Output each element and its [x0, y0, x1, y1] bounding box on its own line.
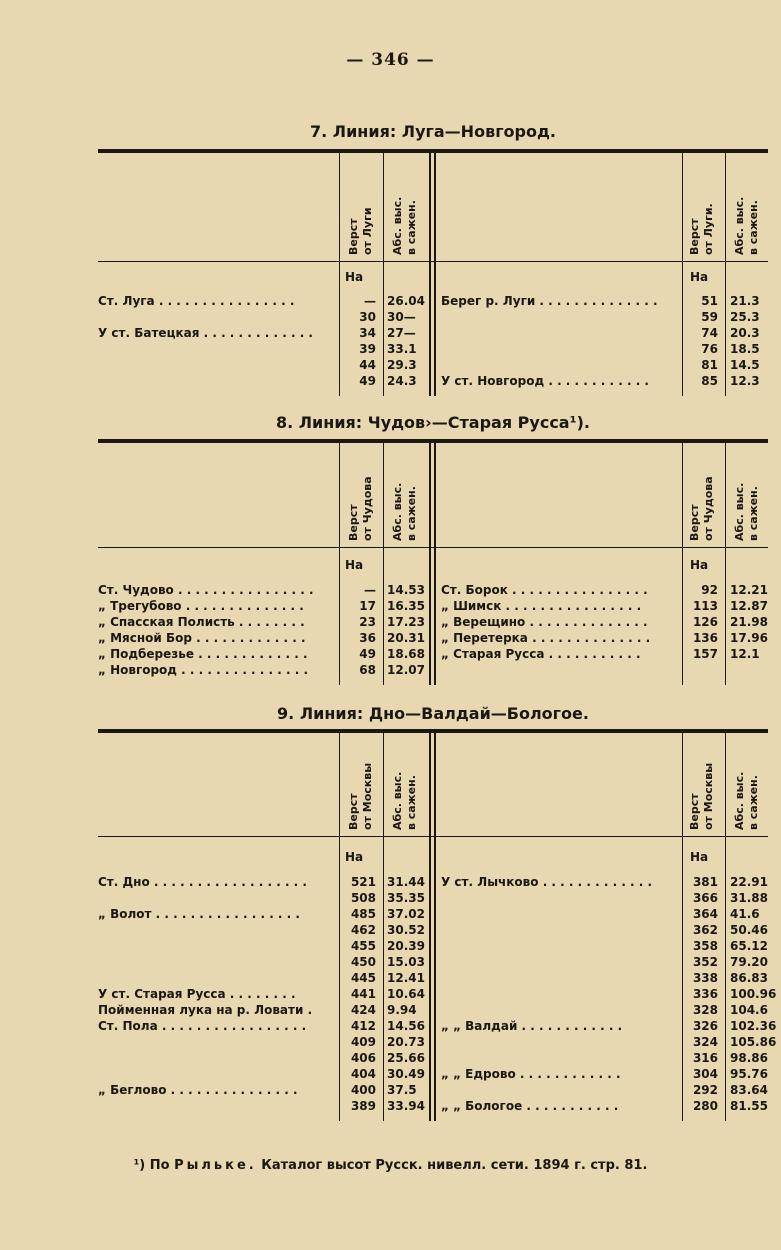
header-altitude-left: Абс. выс.	[391, 196, 404, 255]
altitude-value: 12.1	[730, 647, 760, 661]
verst-value: 424	[350, 1003, 376, 1017]
header-altitude-right: в сажен.	[747, 775, 760, 830]
station-name: Пойменная лука на р. Ловати .	[98, 1003, 313, 1017]
altitude-value: 100.96	[730, 987, 777, 1001]
verst-value: 326	[692, 1019, 718, 1033]
header-verst-right: от Луги.	[702, 203, 715, 255]
station-name: „ Беглово . . . . . . . . . . . . . . .	[98, 1083, 298, 1097]
altitude-value: 33.94	[387, 1099, 425, 1113]
verst-value: 336	[692, 987, 718, 1001]
section-title: 8. Линия: Чудов›—Старая Русса¹).	[275, 413, 590, 432]
altitude-value: 14.5	[730, 358, 760, 372]
verst-value: 328	[692, 1003, 718, 1017]
verst-value: 76	[701, 342, 718, 356]
header-verst-right: Верст	[688, 504, 701, 541]
station-name: „ Волот . . . . . . . . . . . . . . . . .	[98, 907, 300, 921]
column-divider	[725, 733, 726, 1121]
altitude-value: 12.07	[387, 663, 425, 677]
na-label-left: На	[345, 850, 364, 864]
verst-value: 44	[359, 358, 376, 372]
station-name: У ст. Новгород . . . . . . . . . . . .	[441, 374, 649, 388]
station-name: „ Верещино . . . . . . . . . . . . . .	[441, 615, 648, 629]
station-name: „ „ Едрово . . . . . . . . . . . .	[441, 1067, 621, 1081]
verst-value: 85	[701, 374, 718, 388]
verst-value: 412	[350, 1019, 376, 1033]
column-divider	[434, 733, 436, 1121]
altitude-value: 35.35	[387, 891, 425, 905]
verst-value: 74	[701, 326, 718, 340]
altitude-value: 41.6	[730, 907, 760, 921]
verst-value: 304	[692, 1067, 718, 1081]
altitude-value: 12.87	[730, 599, 768, 613]
verst-value: 157	[692, 647, 718, 661]
altitude-value: 30.52	[387, 923, 425, 937]
altitude-value: 17.23	[387, 615, 425, 629]
altitude-value: 16.35	[387, 599, 425, 613]
na-label-right: На	[690, 270, 709, 284]
altitude-value: 15.03	[387, 955, 425, 969]
verst-value: —	[364, 294, 376, 308]
altitude-value: 29.3	[387, 358, 417, 372]
station-name: „ Трегубово . . . . . . . . . . . . . .	[98, 599, 304, 613]
verst-value: 441	[350, 987, 376, 1001]
altitude-value: 20.3	[730, 326, 760, 340]
altitude-value: 12.21	[730, 583, 768, 597]
verst-value: 409	[350, 1035, 376, 1049]
altitude-value: 30.49	[387, 1067, 425, 1081]
verst-value: 521	[350, 875, 376, 889]
verst-value: 508	[350, 891, 376, 905]
footnote-mark: ¹)	[133, 1158, 146, 1173]
header-verst-right: Верст	[688, 218, 701, 255]
header-verst-left: Верст	[347, 793, 360, 830]
verst-value: 36	[359, 631, 376, 645]
verst-value: 292	[692, 1083, 718, 1097]
verst-value: 113	[692, 599, 718, 613]
altitude-value: 105.86	[730, 1035, 777, 1049]
altitude-value: 26.04	[387, 294, 425, 308]
altitude-value: 17.96	[730, 631, 768, 645]
altitude-value: 31.44	[387, 875, 425, 889]
altitude-value: 25.3	[730, 310, 760, 324]
altitude-value: 14.56	[387, 1019, 425, 1033]
column-divider	[383, 733, 384, 1121]
footnote-author: Рыльке.	[174, 1158, 257, 1173]
verst-value: 23	[359, 615, 376, 629]
altitude-value: 20.39	[387, 939, 425, 953]
verst-value: 39	[359, 342, 376, 356]
na-label-left: На	[345, 558, 364, 572]
station-name: „ Шимск . . . . . . . . . . . . . . . .	[441, 599, 642, 613]
altitude-value: 18.68	[387, 647, 425, 661]
verst-value: 450	[350, 955, 376, 969]
verst-value: 404	[350, 1067, 376, 1081]
footnote	[0, 1158, 781, 1173]
verst-value: 400	[350, 1083, 376, 1097]
header-verst-left: от Чудова	[361, 476, 374, 541]
header-altitude-right: Абс. выс.	[733, 482, 746, 541]
station-name: Берег р. Луги . . . . . . . . . . . . . .	[441, 294, 658, 308]
na-label-right: На	[690, 558, 709, 572]
verst-value: 34	[359, 326, 376, 340]
header-rule	[98, 836, 768, 837]
station-name: Ст. Чудово . . . . . . . . . . . . . . . .	[98, 583, 314, 597]
station-name: „ Перетерка . . . . . . . . . . . . . .	[441, 631, 651, 645]
verst-value: 324	[692, 1035, 718, 1049]
header-altitude-left: в сажен.	[405, 486, 418, 541]
station-name: Ст. Дно . . . . . . . . . . . . . . . . . .	[98, 875, 307, 889]
altitude-value: 12.41	[387, 971, 425, 985]
top-rule	[98, 149, 768, 153]
section-title: 7. Линия: Луга—Новгород.	[310, 122, 556, 141]
verst-value: 381	[692, 875, 718, 889]
altitude-value: 14.53	[387, 583, 425, 597]
verst-value: 352	[692, 955, 718, 969]
altitude-value: 24.3	[387, 374, 417, 388]
altitude-value: 10.64	[387, 987, 425, 1001]
verst-value: 17	[359, 599, 376, 613]
station-name: „ Спасская Полисть . . . . . . . .	[98, 615, 305, 629]
verst-value: 68	[359, 663, 376, 677]
station-name: „ Старая Русса . . . . . . . . . . .	[441, 647, 641, 661]
footnote-text: Каталог высот Русск. нивелл. сети. 1894 г. стр. 81.	[261, 1158, 648, 1173]
verst-value: 136	[692, 631, 718, 645]
altitude-value: 102.36	[730, 1019, 777, 1033]
verst-value: 49	[359, 647, 376, 661]
header-verst-left: Верст	[347, 504, 360, 541]
station-name: Ст. Борок . . . . . . . . . . . . . . . .	[441, 583, 648, 597]
column-divider	[383, 443, 384, 685]
verst-value: 30	[359, 310, 376, 324]
column-divider	[429, 733, 431, 1121]
header-altitude-left: Абс. выс.	[391, 771, 404, 830]
top-rule	[98, 439, 768, 443]
verst-value: 364	[692, 907, 718, 921]
section-title: 9. Линия: Дно—Валдай—Бологое.	[277, 704, 589, 723]
header-verst-right: Верст	[688, 793, 701, 830]
header-verst-left: от Луги	[361, 207, 374, 255]
column-divider	[434, 443, 436, 685]
verst-value: 406	[350, 1051, 376, 1065]
verst-value: 485	[350, 907, 376, 921]
altitude-value: 95.76	[730, 1067, 768, 1081]
header-verst-left: от Москвы	[361, 762, 374, 830]
altitude-value: 21.3	[730, 294, 760, 308]
altitude-value: 83.64	[730, 1083, 768, 1097]
station-name: „ Новгород . . . . . . . . . . . . . . .	[98, 663, 309, 677]
top-rule	[98, 729, 768, 733]
column-divider	[383, 153, 384, 396]
verst-value: 59	[701, 310, 718, 324]
station-name: У ст. Лычково . . . . . . . . . . . . .	[441, 875, 653, 889]
altitude-value: 65.12	[730, 939, 768, 953]
station-name: „ „ Бологое . . . . . . . . . . .	[441, 1099, 619, 1113]
verst-value: 280	[692, 1099, 718, 1113]
na-label-left: На	[345, 270, 364, 284]
verst-value: 49	[359, 374, 376, 388]
altitude-value: 79.20	[730, 955, 768, 969]
altitude-value: 27—	[387, 326, 416, 340]
column-divider	[434, 153, 436, 396]
column-divider	[429, 153, 431, 396]
altitude-value: 37.02	[387, 907, 425, 921]
altitude-value: 81.55	[730, 1099, 768, 1113]
verst-value: 389	[350, 1099, 376, 1113]
altitude-value: 37.5	[387, 1083, 417, 1097]
na-label-right: На	[690, 850, 709, 864]
verst-value: 462	[350, 923, 376, 937]
station-name: „ Подберезье . . . . . . . . . . . . .	[98, 647, 308, 661]
verst-value: 455	[350, 939, 376, 953]
header-altitude-right: Абс. выс.	[733, 771, 746, 830]
altitude-value: 98.86	[730, 1051, 768, 1065]
page-number: — 346 —	[346, 50, 435, 70]
altitude-value: 30—	[387, 310, 416, 324]
altitude-value: 22.91	[730, 875, 768, 889]
altitude-value: 33.1	[387, 342, 417, 356]
header-rule	[98, 547, 768, 548]
header-verst-right: от Москвы	[702, 762, 715, 830]
verst-value: 362	[692, 923, 718, 937]
verst-value: 445	[350, 971, 376, 985]
altitude-value: 25.66	[387, 1051, 425, 1065]
header-altitude-left: в сажен.	[405, 775, 418, 830]
header-altitude-right: Абс. выс.	[733, 196, 746, 255]
header-verst-right: от Чудова	[702, 476, 715, 541]
station-name: У ст. Старая Русса . . . . . . . .	[98, 987, 296, 1001]
column-divider	[725, 153, 726, 396]
altitude-value: 9.94	[387, 1003, 417, 1017]
verst-value: 126	[692, 615, 718, 629]
column-divider	[429, 443, 431, 685]
verst-value: 366	[692, 891, 718, 905]
altitude-value: 20.31	[387, 631, 425, 645]
station-name: „ Мясной Бор . . . . . . . . . . . . .	[98, 631, 306, 645]
header-altitude-right: в сажен.	[747, 486, 760, 541]
verst-value: 92	[701, 583, 718, 597]
station-name: Ст. Луга . . . . . . . . . . . . . . . .	[98, 294, 295, 308]
footnote-prefix: По	[149, 1158, 170, 1173]
altitude-value: 20.73	[387, 1035, 425, 1049]
altitude-value: 18.5	[730, 342, 760, 356]
altitude-value: 12.3	[730, 374, 760, 388]
altitude-value: 31.88	[730, 891, 768, 905]
verst-value: 51	[701, 294, 718, 308]
station-name: У ст. Батецкая . . . . . . . . . . . . .	[98, 326, 313, 340]
altitude-value: 104.6	[730, 1003, 768, 1017]
station-name: „ „ Валдай . . . . . . . . . . . .	[441, 1019, 623, 1033]
header-verst-left: Верст	[347, 218, 360, 255]
verst-value: 358	[692, 939, 718, 953]
column-divider	[725, 443, 726, 685]
header-altitude-right: в сажен.	[747, 200, 760, 255]
verst-value: 338	[692, 971, 718, 985]
station-name: Ст. Пола . . . . . . . . . . . . . . . . .	[98, 1019, 307, 1033]
altitude-value: 21.98	[730, 615, 768, 629]
altitude-value: 86.83	[730, 971, 768, 985]
header-altitude-left: в сажен.	[405, 200, 418, 255]
verst-value: —	[364, 583, 376, 597]
verst-value: 316	[692, 1051, 718, 1065]
altitude-value: 50.46	[730, 923, 768, 937]
header-altitude-left: Абс. выс.	[391, 482, 404, 541]
header-rule	[98, 261, 768, 262]
verst-value: 81	[701, 358, 718, 372]
